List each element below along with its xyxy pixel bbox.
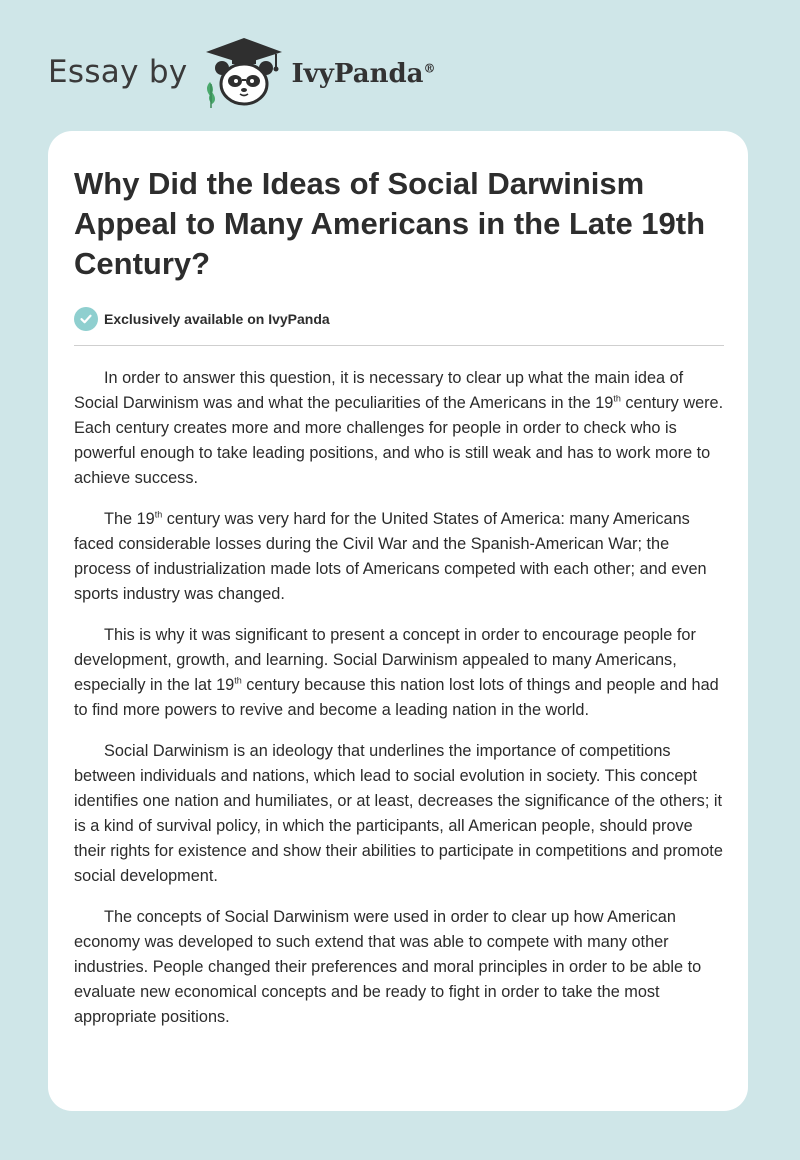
ordinal-suffix: th bbox=[234, 675, 242, 686]
divider bbox=[74, 345, 724, 346]
panda-graduate-icon[interactable] bbox=[202, 34, 286, 110]
paragraph-text: The concepts of Social Darwinism were used in order to clear up how American economy was developed to such extend that was able to compete with many other industries. People changed their preferences and moral principles in order to be able to evaluate new economical concepts and be ready to fight in order to take the most appropriate positions. bbox=[74, 908, 702, 1026]
exclusive-label: Exclusively available on IvyPanda bbox=[104, 311, 330, 327]
paragraph-text: Social Darwinism is an ideology that underlines the importance of competitions between individuals and nations, which lead to social evolution in society. This concept identifies one nation and humiliates, or at least, decreases the significance of the others; it is a kind of survival policy, in which the participants, all American people, should prove their rights for existence and show their abilities to participate in competitions and promote social development. bbox=[74, 742, 723, 885]
page-title: Why Did the Ideas of Social Darwinism Appeal to Many Americans in the Late 19th Century? bbox=[74, 166, 706, 281]
paragraph bbox=[74, 366, 726, 491]
paragraph-text: century was very hard for the United States of America: many Americans faced considerable losses during the Civil War and the Spanish-American War; the process of industrialization made lots of Americans competed with each other; and even sports industry was changed. bbox=[74, 510, 707, 603]
registered-mark: ® bbox=[423, 61, 436, 76]
brand-name-text: IvyPanda bbox=[291, 59, 424, 89]
paragraph-text: The 19 bbox=[104, 510, 155, 528]
essay-body bbox=[74, 366, 726, 1046]
paragraph bbox=[74, 507, 726, 607]
ordinal-suffix: th bbox=[613, 393, 621, 404]
paragraph-text: This is why it was significant to present a concept in order to encourage people for development, growth, and learning. Social Darwinism appealed to many Americans, especially in the lat 19 bbox=[74, 626, 696, 694]
paragraph-text: century because this nation lost lots of things and people and had to find more powers to revive and become a leading nation in the world. bbox=[74, 676, 719, 719]
check-icon bbox=[74, 307, 98, 331]
brand-name[interactable] bbox=[292, 59, 436, 89]
paragraph bbox=[74, 905, 726, 1030]
paragraph-text: In order to answer this question, it is necessary to clear up what the main idea of Social Darwinism was and what the peculiarities of the Americans in the 19 bbox=[74, 369, 684, 412]
paragraph bbox=[74, 623, 726, 723]
exclusive-badge bbox=[74, 307, 330, 331]
paragraph bbox=[74, 739, 726, 889]
site-header bbox=[48, 34, 436, 110]
essay-by-label: Essay by bbox=[48, 54, 188, 90]
paragraph-text: century were. Each century creates more and more challenges for people in order to check who is powerful enough to take leading positions, and who is still weak and has to work more to achieve success. bbox=[74, 394, 724, 487]
ordinal-suffix: th bbox=[154, 509, 163, 520]
essay-card bbox=[48, 131, 748, 1111]
